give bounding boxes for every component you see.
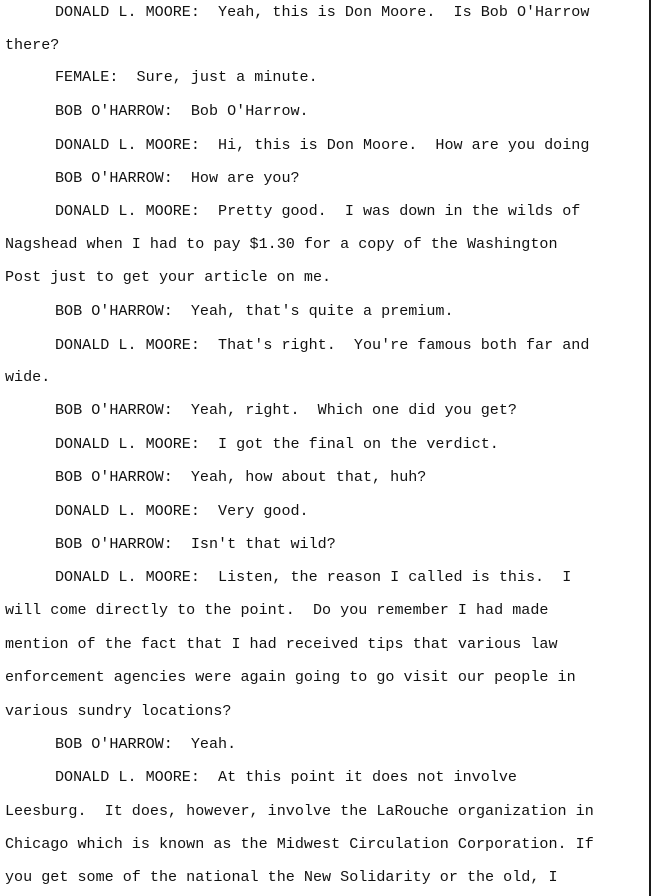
transcript-line: enforcement agencies were again going to go visit our people in bbox=[5, 668, 576, 686]
transcript-line: wide. bbox=[5, 368, 51, 386]
transcript-line: there? bbox=[5, 36, 60, 54]
transcript-line: DONALD L. MOORE: At this point it does not involve bbox=[55, 768, 517, 786]
transcript-line: BOB O'HARROW: Yeah, that's quite a premium. bbox=[55, 302, 454, 320]
transcript-line: DONALD L. MOORE: I got the final on the verdict. bbox=[55, 435, 499, 453]
transcript-line: various sundry locations? bbox=[5, 702, 232, 720]
transcript-line: FEMALE: Sure, just a minute. bbox=[55, 68, 318, 86]
transcript-line: BOB O'HARROW: How are you? bbox=[55, 169, 300, 187]
transcript-line: BOB O'HARROW: Bob O'Harrow. bbox=[55, 102, 309, 120]
transcript-line: will come directly to the point. Do you remember I had made bbox=[5, 601, 549, 619]
transcript-line: Chicago which is known as the Midwest Circulation Corporation. If bbox=[5, 835, 594, 853]
transcript-line: DONALD L. MOORE: Pretty good. I was down in the wilds of bbox=[55, 202, 581, 220]
transcript-line: DONALD L. MOORE: That's right. You're famous both far and bbox=[55, 336, 590, 354]
transcript-line: you get some of the national the New Solidarity or the old, I bbox=[5, 868, 558, 886]
transcript-line: DONALD L. MOORE: Hi, this is Don Moore. How are you doing bbox=[55, 136, 590, 154]
transcript-line: BOB O'HARROW: Yeah, how about that, huh? bbox=[55, 468, 427, 486]
transcript-line: Leesburg. It does, however, involve the LaRouche organization in bbox=[5, 802, 594, 820]
transcript-line: DONALD L. MOORE: Very good. bbox=[55, 502, 309, 520]
transcript-line: DONALD L. MOORE: Listen, the reason I called is this. I bbox=[55, 568, 572, 586]
transcript-line: BOB O'HARROW: Isn't that wild? bbox=[55, 535, 336, 553]
transcript-line: DONALD L. MOORE: Yeah, this is Don Moore. Is Bob O'Harrow bbox=[55, 3, 590, 21]
transcript-line: Nagshead when I had to pay $1.30 for a copy of the Washington bbox=[5, 235, 558, 253]
transcript-line: mention of the fact that I had received tips that various law bbox=[5, 635, 558, 653]
transcript-line: Post just to get your article on me. bbox=[5, 268, 332, 286]
transcript-line: BOB O'HARROW: Yeah, right. Which one did you get? bbox=[55, 401, 517, 419]
right-margin-rule bbox=[649, 0, 651, 896]
transcript-line: BOB O'HARROW: Yeah. bbox=[55, 735, 237, 753]
